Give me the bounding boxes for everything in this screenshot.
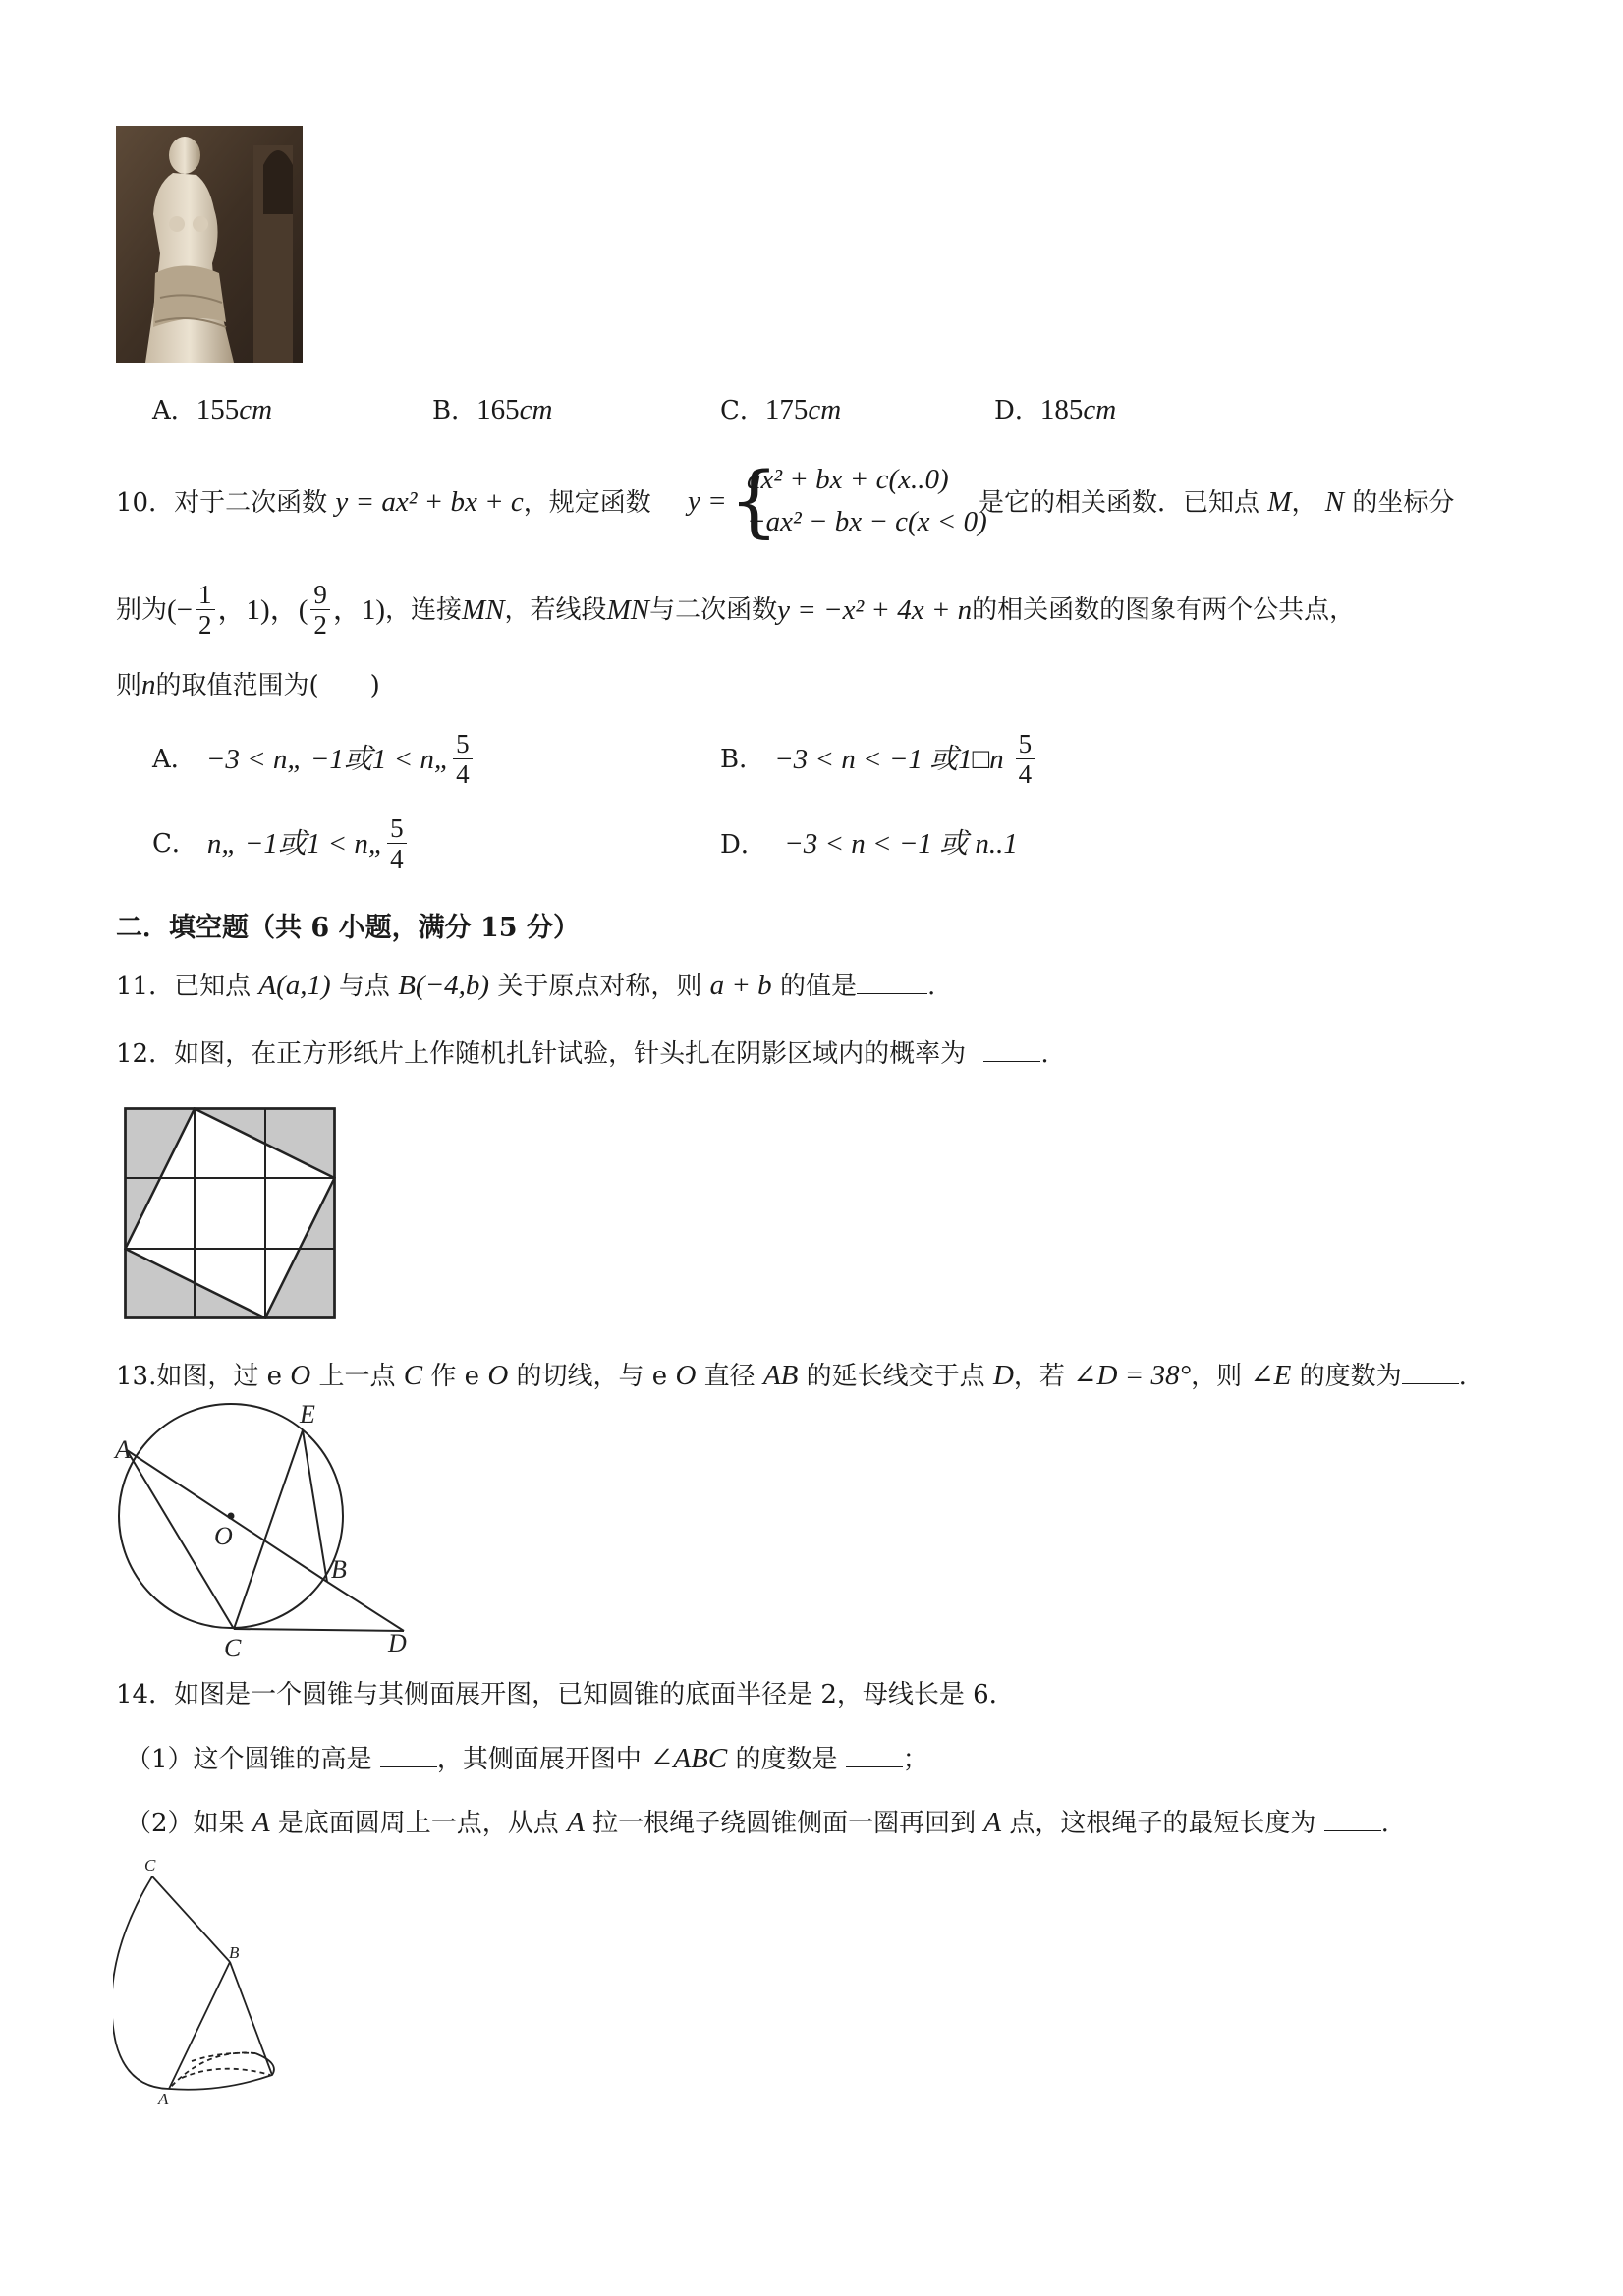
frac-num: 9 [310,580,330,610]
q11 [116,969,935,1003]
piecewise-brace: { [729,455,779,546]
q9-option-b[interactable] [432,393,552,427]
statue-photo [116,126,303,363]
fraction-nine-half [310,580,330,640]
option-letter: B． [720,744,765,774]
q10-option-d[interactable] [720,827,1018,862]
frac-den: 2 [198,610,212,640]
question-number: 11． [116,972,175,1001]
option-letter: D． [720,830,766,860]
q13-text: 如图，过 e [156,1362,283,1391]
q12 [116,1037,1049,1071]
q14-text: . [1380,1809,1389,1838]
q9-option-d[interactable] [994,393,1116,427]
q11-text: 的值是 [779,972,857,1001]
q10-text: 的相关函数的图象有两个公共点， [972,594,1356,625]
q11-text: 关于原点对称，则 [497,972,702,1001]
q10-text: 对于二次函数 [174,488,328,518]
answer-blank[interactable] [846,1743,903,1767]
frac-num: 1 [196,580,215,610]
question-number: 10． [116,488,175,518]
point-a: A(a,1) [258,970,331,1001]
q9-option-a[interactable] [152,393,272,427]
q14-part1 [126,1742,928,1776]
label-a: A [158,2090,169,2108]
option-text: −3 < n < −1 或 n..1 [784,828,1018,860]
point-n: N [1324,486,1345,518]
angle-abc: ∠ABC [649,1743,728,1774]
circle-o: O [290,1360,311,1391]
question-number: 14． [116,1680,175,1709]
answer-blank[interactable] [380,1743,437,1767]
frac-den: 4 [456,759,470,789]
point-coord: ，1) [332,593,386,626]
option-letter: D． [994,396,1040,425]
q10-text: 与二次函数 [649,594,778,625]
label-b: B [331,1555,347,1584]
label-a: A [115,1435,131,1464]
q10-text: ，连接 [385,594,463,625]
q14-text: ，其侧面展开图中 [436,1745,642,1774]
option-letter: C． [720,396,765,425]
point-m: M [1267,486,1292,518]
question-number: 13. [116,1362,157,1391]
q10-formula: y = ax² + bx + c [335,486,524,518]
q12-text: 如图，在正方形纸片上作随机扎针试验，针头扎在阴影区域内的概率为 [174,1039,967,1069]
q14-text: 拉一根绳子绕圆锥侧面一圈再回到 [592,1809,977,1838]
q13 [116,1359,1467,1393]
q13-text: 的切线，与 e [516,1362,668,1391]
option-value: 185 [1039,394,1084,425]
q10-text: 则 [116,671,142,700]
frac-den: 4 [390,844,404,873]
answer-blank[interactable] [983,1037,1040,1062]
q13-text: 直径 [703,1362,756,1391]
q10-option-a[interactable] [152,729,476,789]
q10-text: 的坐标分 [1352,488,1455,518]
q10-text: 别为 [116,594,168,625]
segment-mn: MN [606,593,650,626]
label-o: O [214,1522,233,1550]
q10-line1-tail: 是它的相关函数．已知点 M， N 的坐标分 [979,486,1455,518]
q13-text: 上一点 [318,1362,396,1391]
circle-o: O [487,1360,509,1391]
option-letter: A． [152,744,196,774]
fraction-five-fourths [453,729,473,789]
cone-net-figure [113,1857,290,2116]
q10-y: y = [688,485,727,517]
label-b: B [229,1943,240,1962]
option-value: 175 [764,394,809,425]
frac-num: 5 [1016,729,1035,759]
circle-tangent-figure [113,1403,427,1662]
point-d: D [992,1360,1014,1391]
q10-line3 [116,668,380,702]
q13-text: 作 e [430,1362,480,1391]
point-c: C [403,1360,423,1391]
option-unit: cm [519,394,553,425]
label-d: D [388,1629,407,1657]
label-c: C [224,1634,242,1658]
piecewise-case-1: ax² + bx + c(x..0) [747,464,949,495]
q10-text: 是它的相关函数．已知点 [979,488,1260,518]
option-text: −3 < n„ −1或1 < n„ [205,743,451,775]
circle-o: O [675,1360,697,1391]
option-value: 165 [476,394,520,425]
label-e: E [300,1403,315,1428]
segment-mn: MN [462,593,505,626]
expression-a-plus-b: a + b [709,970,772,1001]
fraction-half [196,580,215,640]
q10-text: ，规定函数 [523,488,651,518]
frac-den: 2 [313,610,327,640]
q13-text: 的度数为 [1299,1362,1402,1391]
frac-num: 5 [387,813,407,844]
option-letter: A． [152,396,196,425]
question-number: 12． [116,1039,175,1069]
grid-square-figure [124,1107,336,1323]
option-letter: C． [152,828,197,859]
option-text: n„ −1或1 < n„ [206,827,385,860]
point-coord: ，1)，( [217,593,308,626]
q13-text: ，则 [1191,1362,1243,1391]
q10-option-c[interactable] [152,813,410,873]
q14-text: （2）如果 [126,1809,245,1838]
q10-text: 的取值范围为( ) [155,671,380,700]
option-unit: cm [239,394,273,425]
q10-line2 [116,580,1355,640]
q13-text: . [1458,1362,1467,1391]
point-coord: (− [167,593,194,626]
q13-text: 的延长线交于点 [806,1362,985,1391]
q10-option-b[interactable] [720,729,1037,789]
piecewise-case-2: −ax² − bx − c(x < 0) [747,506,987,537]
frac-den: 4 [1018,759,1033,789]
section-heading: 二．填空题（共 6 小题，满分 15 分） [116,913,580,943]
q14-part2 [126,1806,1389,1840]
point-a: A [252,1807,270,1838]
variable-n: n [141,669,156,700]
q14-text: 点，这根绳子的最短长度为 [1009,1809,1316,1838]
q9-option-c[interactable] [720,393,841,427]
label-c: C [144,1857,156,1875]
q10-formula: y = −x² + 4x + n [777,593,973,626]
q11-text: . [926,972,936,1001]
q11-text: 已知点 [174,972,252,1001]
fraction-five-fourths [387,813,407,873]
diameter-ab: AB [762,1360,799,1391]
q14-text: 是底面圆周上一点，从点 [277,1809,559,1838]
q10-text: ，若线段 [504,594,607,625]
point-a: A [983,1807,1002,1838]
answer-blank[interactable] [1324,1807,1381,1831]
q10-line1 [116,485,651,520]
q14-text: ； [902,1745,928,1774]
angle-d: ∠D = 38° [1073,1360,1192,1391]
option-unit: cm [808,394,842,425]
option-letter: B． [432,396,477,425]
angle-e: ∠E [1250,1360,1292,1391]
frac-num: 5 [453,729,473,759]
option-unit: cm [1083,394,1117,425]
option-text: −3 < n < −1 或1□n [774,743,1004,775]
q13-text: ，若 [1013,1362,1065,1391]
q14-text: （1）这个圆锥的高是 [126,1745,372,1774]
q14-text: 如图是一个圆锥与其侧面展开图，已知圆锥的底面半径是 2，母线长是 6． [174,1680,1015,1709]
q14-text: 的度数是 [735,1745,838,1774]
fraction-five-fourths [1016,729,1035,789]
answer-blank[interactable] [857,970,927,994]
point-a: A [567,1807,585,1838]
q14-stem [116,1678,1015,1711]
answer-blank[interactable] [1402,1360,1459,1384]
option-value: 155 [196,394,240,425]
q11-text: 与点 [338,972,390,1001]
point-b: B(−4,b) [398,970,490,1001]
q12-text: . [1040,1039,1049,1069]
